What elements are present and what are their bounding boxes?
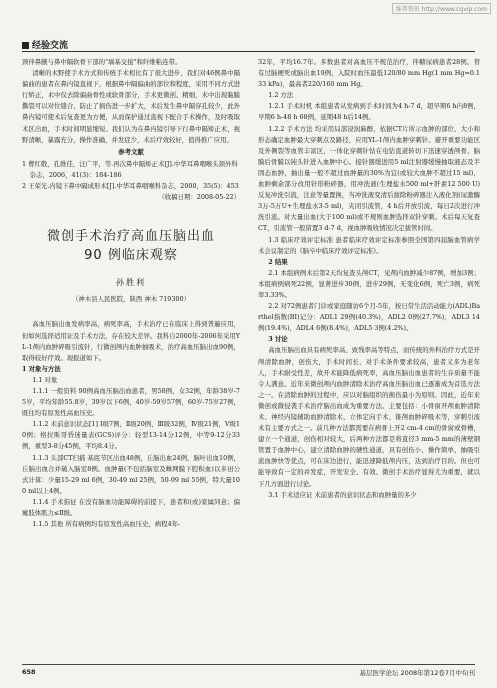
heading-methods-sub: 1.2 方法 xyxy=(268,91,294,100)
references-heading: 参考文献 xyxy=(118,147,144,156)
section-title: 经验交流 xyxy=(32,41,69,51)
heading-methods: 1 对象与方法 xyxy=(22,364,61,373)
body-paragraph: 1.1.1 一般资料 90例高血压脑出血患者，男58例，女32例，年龄38岁-75岁，平均年龄55.8岁，39岁以下6例，40岁-59岁57例，60岁-75岁27例，既往均有原发性高血压史。 xyxy=(22,386,240,418)
footer-rule xyxy=(22,664,475,665)
body-paragraph: 2.1 本组病例术后第2天均复查头颅CT，见颅内血肿减少87例，增加3例；本组病例病死22例，显著进步30例，进步29例，无变化6例，死亡3例，病死率3.33%。 xyxy=(258,268,480,299)
header-rule xyxy=(22,51,475,52)
reference-item: 1 曹红敬，孔维佳，汪广平，等.再次鼻中隔矫正术[J].中华耳鼻咽喉头颈外科杂志，2006，41(3)：184-186 xyxy=(22,159,238,179)
article-title: 微创手术治疗高血压脑出血 xyxy=(46,229,215,245)
heading-results: 2 结果 xyxy=(268,257,288,266)
article-title-line2: 90 例临床观察 xyxy=(84,248,178,264)
body-paragraph: 高血压脑出血发病率高，病死率高，手术治疗已在临床上得到普遍应用，但如何选择适用证及手术方法，存在较大差异。我科自2000年-2006年采用YL-1颅内血肿碎吸引流针，行微创颅内血肿抽吸术，治疗高血压脑出血90例，取得较好疗效。现报道如下。 xyxy=(22,320,240,362)
body-paragraph: 1.1.4 手术指征 在没有脑血功能障碍的前提下，患者和(或)家属同意；偏瘫肢体肌力≤Ⅱ级。 xyxy=(22,497,240,517)
square-bullet-icon xyxy=(22,42,29,49)
journal-name: 基层医学论坛 2008年第12卷7月中旬刊 xyxy=(359,669,475,677)
source-stamp: 维普资讯 http://www.cqvip.com xyxy=(392,3,491,14)
body-paragraph: 32年，平均16.7年。多数患者对高血压不规范治疗，伴糖尿病患者28例。替有过脑梗死或脑出血19例，入院时血压最低120/80 mm Hg(1 mm Hg=0.133 kPa)，最高者220/160 mm Hg。 xyxy=(258,58,480,89)
page-number: 658 xyxy=(22,668,36,676)
heading-subjects: 1.1 对象 xyxy=(32,375,58,384)
author: 孙胜利 xyxy=(116,278,146,288)
body-paragraph: 1.2.2 手术方法 均采用局部浸润麻醉，依据CT片所示血肿的部位、大小和形态确定血肿最大穿刺点及路径，应用YL-1颅内血肿穿刺针。避开重要功能区及外侧裂等血管丰富区，一体化穿刺针钻在电钻直道转切下迅速穿透颅骨、脑膜后骨膜以钝头针进入血肿中心。接针器缓进用5 ml注射器缓慢抽取液态及半固态血肿，抽出量一般不超过血肿量的30%为宜(或较大血肿不超过15 ml)，血肿剩余部分改用针形粉碎器，用冲洗液(生理盐水500 ml+肝素12 500 U)反复冲洗引流，注意等量置换，当冲洗液变清后拔除粉碎器注入液化剂(尿激酶3万-5万U+生理盐水3-5 ml)，夹闭引流管，4 h后开放引流，每日2次进行冲洗引流。对大量出血(大于100 ml)或不规则血肿选择双针穿刺。术后每天复查CT，引流管一般留置3 d-7 d，视血肿吸收情况决定拔管时间。 xyxy=(258,124,480,233)
body-paragraph: 1.1.2 术前意识状态[1] Ⅰ级7例，Ⅱ级20例，Ⅲ级32例，Ⅳ级21例，Ⅴ级10例；格拉斯哥昏迷量表(GCS)评分：轻型13-14分12例，中等9-12分33例，重型3-8分45例，平均8.4分。 xyxy=(22,420,240,451)
body-paragraph: 1.2.1 手术时机 本组患者从发病到手术时间为4 h-7 d，超早期6 h内8例，早期6 h-48 h 68例，延期48 h后14例。 xyxy=(258,102,480,122)
right-column xyxy=(258,57,480,501)
intro-paragraph: 颈伴鼻腋与鼻中隔软骨下部的"墙基交接"和纤维粘连带。 xyxy=(22,58,182,66)
institution: （神木县人民医院，陕西 神木 719300） xyxy=(72,295,190,304)
article-header xyxy=(22,227,240,305)
body-paragraph: 高血压脑出血具有病死率高、致残率高等特点，而传统的外科治疗方式是开颅清除血肿，创伤大，手术时间长，对手术条件要求较高，患者又多为老年人，手术耐受性差，故开术能降低病死率，高血压脑出血患者的生存质量不能令人满意。近年来微创颅内血肿清除术治疗高血压脑出血已逐渐成为首选方法之一。在清除血肿的过程中，应以对脑组织的损伤最小为原则。因此，近年来微创或微侵袭手术治疗脑出血成为重要方法。主要包括：小骨窗开颅血肿清除术、神经内镜辅助血肿清除术、立体定向手术、锥颅血肿碎吸术等，穿刺引流术有主要方式之一。前几种方法都需要在病骨上开2 cm-4 cm的骨窗或骨槽，建立一个通道，创伤相对较大，后两种方法都是将直径3 mm-5 mm的薄壁钢管置于血肿中心，建立清除血肿的硬性通道，具有创伤小、操作简单、抽吸引流血肿快等优点，可在床边进行，能迅速降低颅内压，达到治疗目的。但也可能导致有一定的并发症，开发安全、有效、微创手术治疗显得尤为重要，就以下几方面进行讨论。 xyxy=(258,346,480,488)
body-paragraph: 1.1.3 头部CT扫描 基底节区出血48例，丘脑出血24例，脑叶出血10例，丘脑出血合并破入脑室8例。血肿量(不包括脑室及蛛网膜下腔积血)以多田公式计算：少量15-29 ml 6例，30-49 ml 25例，50-99 ml 55例，特大量100 ml以上4例。 xyxy=(22,453,240,495)
received-date: （收稿日期：2008-05-22） xyxy=(158,193,240,202)
left-column xyxy=(22,57,240,530)
body-paragraph: 3.1 手术适应证 术前患者的意识状态和血肿量的多少 xyxy=(268,490,417,499)
section-heading xyxy=(22,38,68,51)
body-paragraph: 1.3 临床疗效评定标准 患者临床疗效评定标准参照全国第四届脑血管病学术会议制定的《脑卒中临床疗效评定标准》。 xyxy=(258,235,480,255)
heading-discussion: 3 讨论 xyxy=(268,335,288,344)
intro-paragraph: 清晰的术野使手术方式和传统手术相比有了很大进步，我们对46例鼻中隔偏曲的患者在鼻内镜直视下，根据鼻中隔偏曲的部位和程度，采用不同方式进行矫正，术中仅去除偏曲骨性或软骨部分，手术更微创、精细，术中出现黏膜撕裂可以对位缝合，防止了损伤进一步扩大，术后发生鼻中隔穿孔较少，此外鼻内镜可使术后复查更为方便，从而保护通过直视下配合手术操作，及时吸取术区出血，手术时间明显缩短。我们认为在鼻内镜引导下行鼻中隔矫正术，视野清晰，暴露充分，操作准确，并发症少，术后疗效较好，值得推广应用。 xyxy=(22,69,240,144)
body-paragraph: 1.1.5 其他 所有病例均有原发性高血压史，病程4年- xyxy=(32,520,181,529)
body-paragraph: 2.2 对72例患者门诊或家庭随访6个月-5年，按日常生活活动能力(ADL)Barthel指数(BI)记分：ADL1 29例(40.3%)，ADL2 0例(27.7%)，ADL3 14例(19.4%)，ADL4 6例(8.4%)，ADL5 3例(4.2%)。 xyxy=(258,302,480,333)
reference-item: 2 王荣光.内镜下鼻中隔成形术[J].中华耳鼻咽喉科杂志，2000，35(5)：453 xyxy=(22,182,239,191)
